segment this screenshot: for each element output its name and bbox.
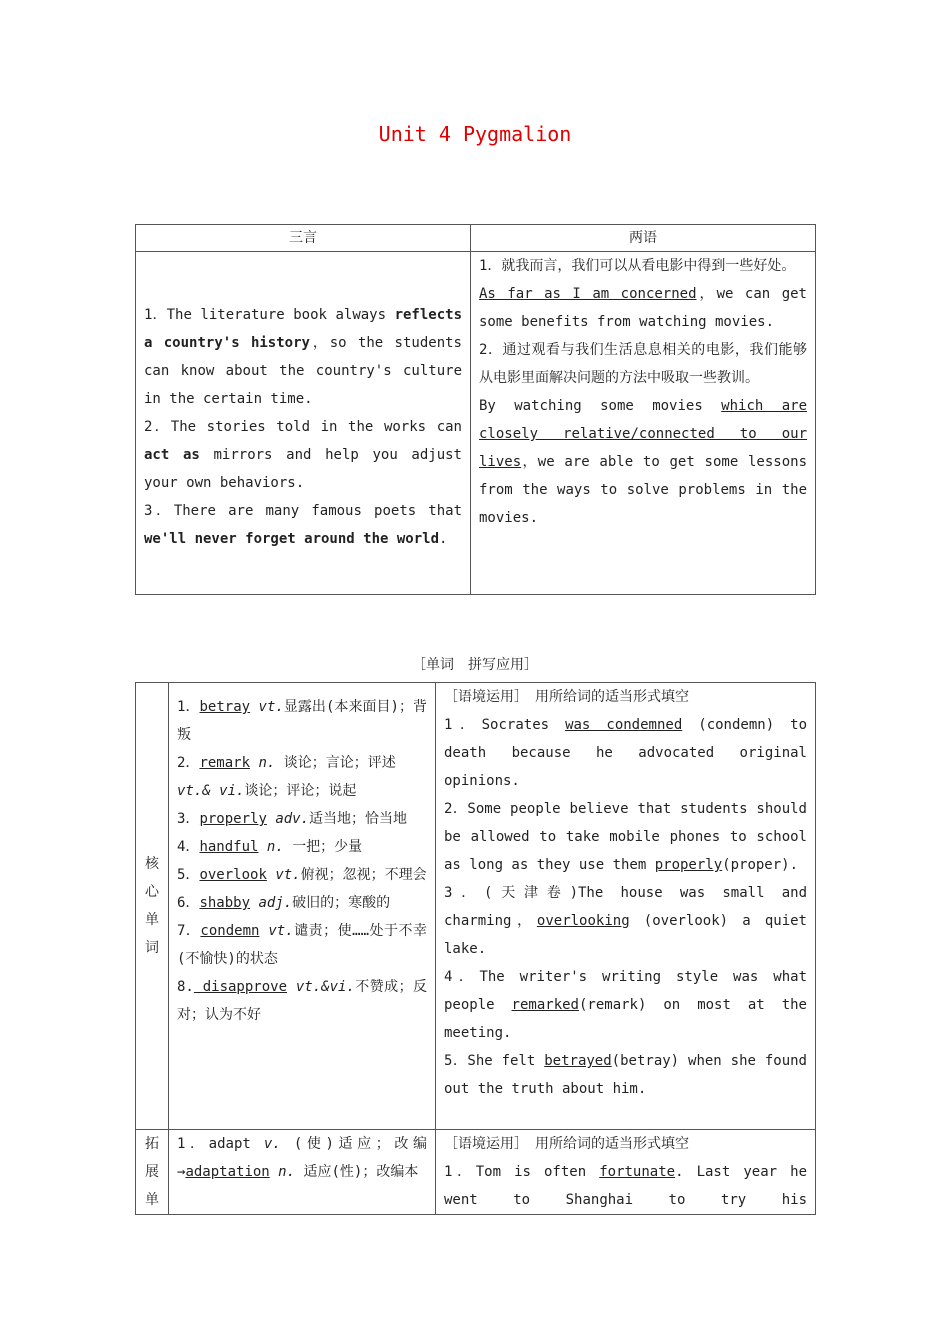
core-exercise-cell [436, 683, 816, 1130]
sentence-item-2: 2．The stories told in the works can act as mirrors and help you adjust your own behaviors. [144, 419, 462, 491]
vocab-item-5: 5．overlook vt.俯视；忽视；不理会 [177, 867, 427, 883]
core-vocab-cell [169, 683, 436, 1130]
exercise-item-4: 4．The writer's writing style was what people remarked(remark) on most at the meeting. [444, 969, 807, 1041]
two-sentences-cell [471, 252, 816, 595]
translation-1-cn: 1．就我而言，我们可以从看电影中得到一些好处。 [479, 258, 796, 274]
translation-2-cn: 2．通过观看与我们生活息息相关的电影，我们能够从电影里面解决问题的方法中吸取一些教训。 [479, 342, 807, 386]
exercise-item-2: 2．Some people believe that students should be allowed to take mobile phones to school as long as they use them properly(proper). [444, 801, 807, 873]
vocabulary-table [135, 682, 816, 1215]
extended-exercise-cell [436, 1130, 816, 1215]
vocab-item-6: 6．shabby adj.破旧的；寒酸的 [177, 895, 391, 911]
extended-vocab-cell [169, 1130, 436, 1215]
sentences-table [135, 224, 816, 595]
ext-exercise-heading: ［语境运用］ 用所给词的适当形式填空 [444, 1136, 689, 1152]
ext-exercise-item-1: 1．Tom is often fortunate. Last year he went to Shanghai to try his [444, 1164, 807, 1208]
three-sentences-cell [136, 252, 471, 595]
sentence-item-3: 3．There are many famous poets that we'll never forget around the world. [144, 503, 463, 547]
section-heading: ［单词 拼写应用］ [412, 657, 538, 673]
header-right: 两语 [471, 225, 816, 252]
vocab-item-1: 1．betray vt.显露出(本来面目)；背叛 [177, 699, 428, 743]
sentence-item-1: 1．The literature book always reflects a country's history，so the students can know about the country's culture in the certain time. [144, 307, 463, 407]
vocab-item-2: 2．remark n. 谈论；言论；评述 vt.& vi.谈论；评论；说起 [177, 755, 396, 799]
category-extended-words: 拓展单 [136, 1130, 169, 1215]
vocab-item-8: 8. disapprove vt.&vi.不赞成；反对；认为不好 [177, 979, 427, 1023]
vocab-item-3: 3．properly adv.适当地；恰当地 [177, 811, 408, 827]
translation-2-en: By watching some movies which are closely relative/connected to our lives，we are able to get some lessons from the ways to solve problems in the movies. [479, 398, 807, 526]
category-core-words: 核心单词 [136, 683, 169, 1130]
ext-vocab-item-1: 1．adapt v. (使)适应；改编→adaptation n. 适应(性)；改编本 [177, 1136, 428, 1180]
exercise-item-3: 3．(天津卷)The house was small and charming，overlooking (overlook) a quiet lake. [444, 885, 807, 957]
exercise-item-5: 5．She felt betrayed(betray) when she found out the truth about him. [444, 1053, 807, 1097]
translation-1-en: As far as I am concerned，we can get some benefits from watching movies. [479, 286, 807, 330]
vocab-item-7: 7．condemn vt.谴责；使……处于不幸(不愉快)的状态 [177, 923, 427, 967]
exercise-heading: ［语境运用］ 用所给词的适当形式填空 [444, 689, 689, 705]
exercise-item-1: 1．Socrates was condemned (condemn) to death because he advocated original opinions. [444, 717, 808, 789]
vocab-item-4: 4．handful n. 一把；少量 [177, 839, 363, 855]
header-left: 三言 [136, 225, 471, 252]
page-title: Unit 4 Pygmalion [378, 122, 572, 146]
